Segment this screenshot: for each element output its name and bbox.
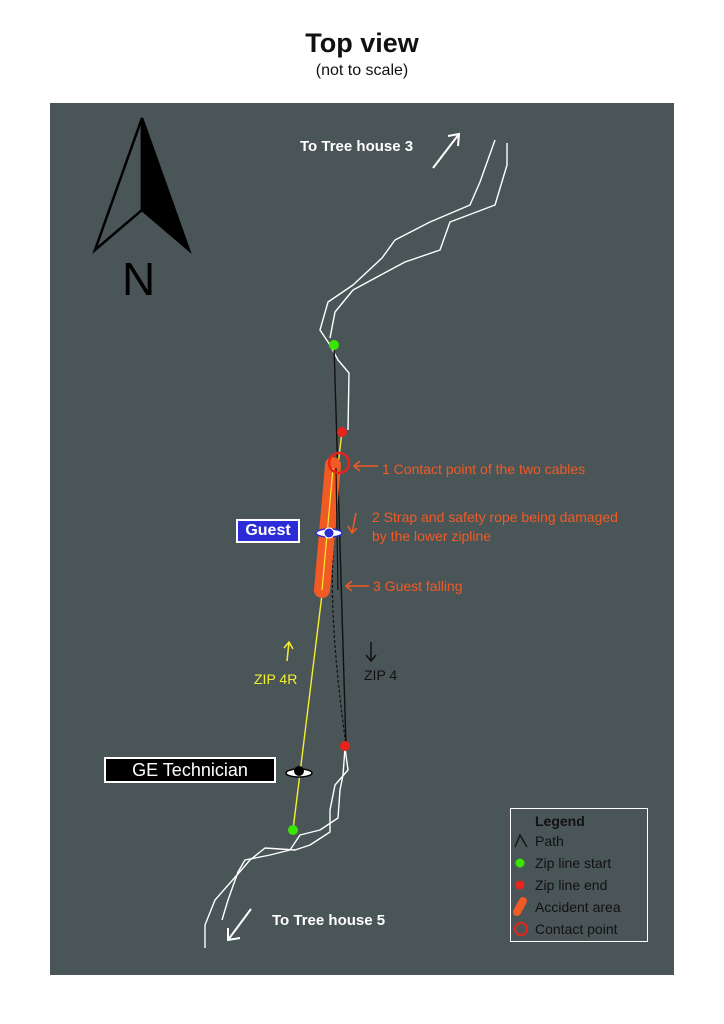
page-title: Top view <box>305 28 419 58</box>
south-destination-label: To Tree house 5 <box>272 912 386 929</box>
zip-4r-end-dot <box>337 427 347 437</box>
zip-4-direction-arrow-icon <box>366 642 376 661</box>
contact-annotation: 1 Contact point of the two cables <box>382 461 586 477</box>
legend-item-contact: Contact point <box>535 921 618 937</box>
strap-annotation-line1: 2 Strap and safety rope being damaged <box>372 509 618 525</box>
falling-annotation-arrow-icon <box>346 581 369 591</box>
legend-item-accident: Accident area <box>535 899 621 915</box>
south-direction-arrow-icon <box>228 909 251 940</box>
legend-item-start: Zip line start <box>535 855 612 871</box>
zip-4-sag-cable <box>332 540 346 746</box>
strap-annotation-line2: by the lower zipline <box>372 528 492 544</box>
contact-annotation-arrow-icon <box>354 461 378 471</box>
legend-item-path: Path <box>535 833 564 849</box>
zip-4-start-dot <box>329 340 339 350</box>
falling-annotation: 3 Guest falling <box>373 578 463 594</box>
strap-annotation-arrow-icon <box>348 513 357 533</box>
zip-4r-direction-arrow-icon <box>284 642 293 661</box>
zip-4r-start-dot <box>288 825 298 835</box>
north-direction-arrow-icon <box>433 134 459 168</box>
legend-title: Legend <box>535 813 585 829</box>
zip-4-cable <box>334 345 346 746</box>
technician-marker-icon <box>286 766 312 777</box>
compass-arrow-icon <box>95 118 189 250</box>
page-subtitle: (not to scale) <box>315 62 409 79</box>
guest-label: Guest <box>236 519 300 543</box>
zip-4-label: ZIP 4 <box>364 667 398 683</box>
legend-item-end: Zip line end <box>535 877 608 893</box>
guest-marker-icon <box>316 528 342 538</box>
zip-4r-label: ZIP 4R <box>254 671 298 687</box>
north-destination-label: To Tree house 3 <box>300 138 414 155</box>
technician-label: GE Technician <box>104 757 276 783</box>
zip-4-end-dot <box>340 741 350 751</box>
compass-north-label: N <box>122 253 156 305</box>
